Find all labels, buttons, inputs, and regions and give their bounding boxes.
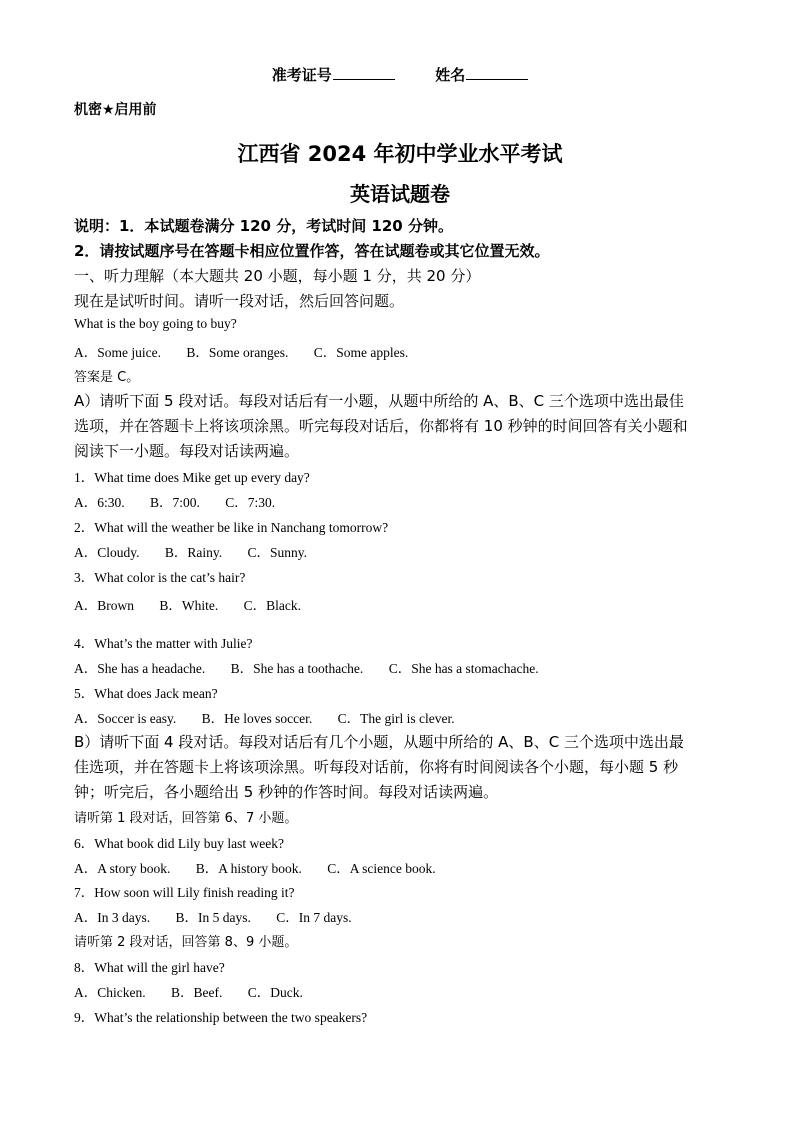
option-b: B．In 5 days. (175, 910, 251, 925)
option-c: C．Black. (243, 598, 301, 613)
option-c: C．She has a stomachache. (388, 661, 539, 676)
partB-instruction-1: B）请听下面 4 段对话。每段对话后有几个小题，从题中所给的 A、B、C 三个选项中选出最 (74, 733, 684, 751)
question-3: 3．What color is the cat’s hair? (74, 570, 246, 585)
name-blank[interactable] (466, 65, 528, 80)
dialogue-1-note: 请听第 1 段对话，回答第 6、7 小题。 (74, 811, 298, 826)
option-a: A．A story book. (74, 861, 171, 876)
note-1: 说明：1．本试题卷满分 120 分，考试时间 120 分钟。 (74, 217, 453, 235)
option-c: C．Sunny. (247, 545, 308, 560)
option-b: B．7:00. (150, 495, 200, 510)
practice-intro: 现在是试听时间。请听一段对话，然后回答问题。 (74, 292, 405, 310)
partA-instruction-2: 选项，并在答题卡上将该项涂黑。听完每段对话后，你都将有 10 秒钟的时间回答有关小题和 (74, 417, 688, 435)
candidate-info (0, 64, 800, 85)
question-8-options (74, 981, 740, 1001)
option-a: A．Brown (74, 598, 134, 613)
question-6: 6．What book did Lily buy last week? (74, 836, 284, 851)
question-5-options (74, 707, 740, 727)
practice-question: What is the boy going to buy? (74, 316, 237, 331)
question-7: 7．How soon will Lily finish reading it? (74, 885, 295, 900)
option-b: B．Rainy. (164, 545, 223, 560)
option-a: A．Cloudy. (74, 545, 140, 560)
option-b: B．White. (159, 598, 219, 613)
question-3-options (74, 594, 740, 614)
page-subtitle: 英语试题卷 (350, 182, 450, 206)
option-b: B．A history book. (195, 861, 302, 876)
name-label: 姓名 (435, 66, 466, 84)
page-title: 江西省 2024 年初中学业水平考试 (237, 142, 563, 166)
option-c: C．A science book. (327, 861, 436, 876)
option-b: B．She has a toothache. (230, 661, 364, 676)
note-2: 2．请按试题序号在答题卡相应位置作答，答在试题卷或其它位置无效。 (74, 242, 550, 260)
question-2-options (74, 541, 740, 561)
partA-instruction-1: A）请听下面 5 段对话。每段对话后有一小题，从题中所给的 A、B、C 三个选项中选出最佳 (74, 392, 684, 410)
option-a: A．6:30. (74, 495, 125, 510)
option-c: C．Some apples. (313, 345, 409, 360)
option-a: A．Chicken. (74, 985, 146, 1000)
question-7-options (74, 906, 740, 926)
question-8: 8．What will the girl have? (74, 960, 225, 975)
ticket-number-blank[interactable] (333, 65, 395, 80)
option-a: A．In 3 days. (74, 910, 151, 925)
question-6-options (74, 857, 740, 877)
option-b: B．Some oranges. (186, 345, 289, 360)
option-a: A．Soccer is easy. (74, 711, 177, 726)
section1-title: 一、听力理解（本大题共 20 小题，每小题 1 分，共 20 分） (74, 267, 481, 285)
partA-instruction-3: 阅读下一小题。每段对话读两遍。 (74, 442, 300, 460)
option-c: C．The girl is clever. (337, 711, 455, 726)
partB-instruction-3: 钟；听完后，各小题给出 5 秒钟的作答时间。每段对话读两遍。 (74, 783, 499, 801)
dialogue-2-note: 请听第 2 段对话，回答第 8、9 小题。 (74, 935, 298, 950)
question-4-options (74, 657, 740, 677)
practice-options (74, 341, 740, 361)
ticket-number-label: 准考证号 (271, 66, 332, 84)
option-a: A．She has a headache. (74, 661, 206, 676)
question-2: 2．What will the weather be like in Nanchang tomorrow? (74, 520, 389, 535)
option-c: C．7:30. (225, 495, 276, 510)
question-1-options (74, 491, 740, 511)
practice-answer: 答案是 C。 (74, 370, 140, 385)
option-b: B．Beef. (171, 985, 223, 1000)
option-c: C．Duck. (247, 985, 303, 1000)
option-a: A．Some juice. (74, 345, 161, 360)
option-c: C．In 7 days. (276, 910, 352, 925)
partB-instruction-2: 佳选项，并在答题卡上将该项涂黑。听每段对话前，你将有时间阅读各个小题，每小题 5 秒 (74, 758, 679, 776)
question-4: 4．What’s the matter with Julie? (74, 636, 253, 651)
option-b: B．He loves soccer. (201, 711, 313, 726)
secret-label: 机密★启用前 (74, 102, 157, 118)
question-9: 9．What’s the relationship between the two speakers? (74, 1010, 368, 1025)
question-1: 1．What time does Mike get up every day? (74, 470, 310, 485)
question-5: 5．What does Jack mean? (74, 686, 218, 701)
